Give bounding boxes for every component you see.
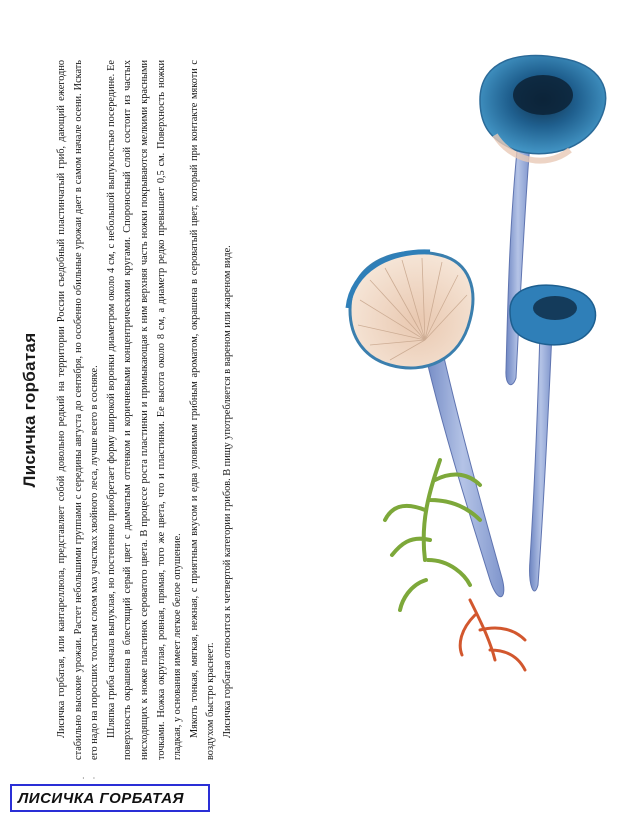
mushroom-large: [348, 252, 504, 597]
article-paragraph-category: Лисичка горбатая относится к четвертой категории грибов. В пищу употребляется в вареном или жареном виде.: [221, 245, 233, 738]
moss-illustration: [385, 460, 525, 670]
article-text-block: [18, 60, 318, 760]
article-paragraph-habitat: Лисичка горбатая, или кантареллюла, представляет собой довольно редкий на территории России съедобный пластинчатый гриб, дающий ежегодно стабильно высокие урожаи. Растет небольшими группами с середины августа до сентября, но особенно обильные урожаи дает в самом начале осени. Искать его надо на поросших толстым слоем мха участках хвойного леса, лучше всего в сосняке.: [56, 60, 101, 760]
article-title: Лисичка горбатая: [20, 332, 39, 488]
species-label: ЛИСИЧКА ГОРБАТАЯ: [10, 784, 210, 812]
mushroom-small: [510, 285, 596, 591]
article-paragraph-flesh: Мякоть тонкая, мягкая, нежная, с приятным вкусом и едва уловимым грибным ароматом, окрашена в сероватый цвет, который при контакте мякоти с воздухом быстро краснеет.: [188, 60, 217, 760]
rotated-article: [18, 60, 318, 760]
decorative-dots: · ·: [82, 774, 99, 783]
mushroom-illustration: [330, 40, 620, 680]
article-paragraph-cap: Шляпка гриба сначала выпуклая, но постепенно приобретает форму широкой воронки диаметром около 4 см, с небольшой выпуклостью посередине. Ее поверхность окрашена в блестящий серый цвет с дымчатым оттенком и коричневыми концентрическими кругами. Спороносный слой состоит из частых нисходящих к ножке пластинок сероватого цвета. В процессе роста пластинки и примыкающая к ним верхняя часть ножки покрываются мелкими красными точками. Ножка округлая, ровная, прямая, того же цвета, что и пластинки. Ее высота около 8 см, а диаметр редко превышает 0,5 см. Поверхность ножки гладкая, у основания имеет легкое белое опушение.: [105, 60, 184, 760]
